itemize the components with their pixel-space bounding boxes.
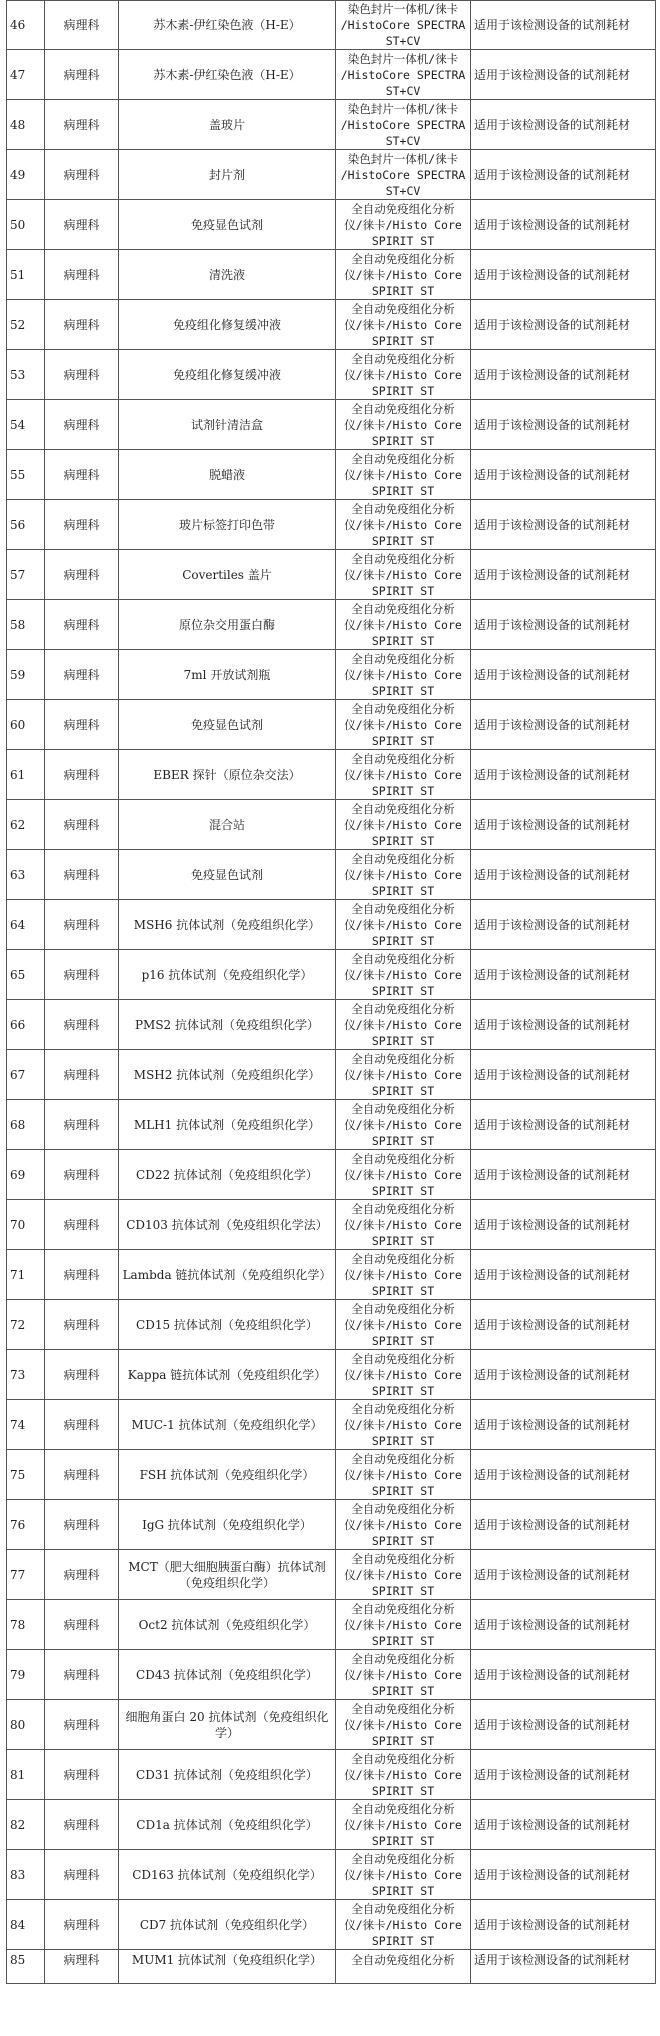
device-cell: 全自动免疫组化分析 仪/徕卡/Histo Core SPIRIT ST: [336, 700, 471, 750]
device-cell: 全自动免疫组化分析 仪/徕卡/Histo Core SPIRIT ST: [336, 1350, 471, 1400]
scope-cell: 适用于该检测设备的试剂耗材: [471, 1400, 656, 1450]
table-row: [7, 200, 656, 250]
reagent-table: [6, 0, 656, 1984]
device-cell: 全自动免疫组化分析 仪/徕卡/Histo Core SPIRIT ST: [336, 1050, 471, 1100]
row-number: 75: [7, 1450, 45, 1500]
reagent-name-cell: CD22 抗体试剂（免疫组织化学）: [119, 1150, 336, 1200]
table-row: [7, 1, 656, 50]
scope-cell: 适用于该检测设备的试剂耗材: [471, 1350, 656, 1400]
department-cell: 病理科: [45, 1650, 119, 1700]
row-number: 78: [7, 1600, 45, 1650]
department-cell: 病理科: [45, 650, 119, 700]
department-cell: 病理科: [45, 100, 119, 150]
device-cell: 全自动免疫组化分析 仪/徕卡/Histo Core SPIRIT ST: [336, 850, 471, 900]
table-row: [7, 1550, 656, 1600]
device-cell: 全自动免疫组化分析 仪/徕卡/Histo Core SPIRIT ST: [336, 1250, 471, 1300]
scope-cell: 适用于该检测设备的试剂耗材: [471, 850, 656, 900]
device-cell: 全自动免疫组化分析 仪/徕卡/Histo Core SPIRIT ST: [336, 1000, 471, 1050]
department-cell: 病理科: [45, 750, 119, 800]
reagent-name-cell: IgG 抗体试剂（免疫组织化学）: [119, 1500, 336, 1550]
row-number: 65: [7, 950, 45, 1000]
table-row: [7, 700, 656, 750]
reagent-name-cell: CD43 抗体试剂（免疫组织化学）: [119, 1650, 336, 1700]
device-cell: 全自动免疫组化分析 仪/徕卡/Histo Core SPIRIT ST: [336, 450, 471, 500]
row-number: 49: [7, 150, 45, 200]
reagent-name-cell: 试剂针清洁盒: [119, 400, 336, 450]
device-cell: 全自动免疫组化分析 仪/徕卡/Histo Core SPIRIT ST: [336, 350, 471, 400]
department-cell: 病理科: [45, 50, 119, 100]
reagent-name-cell: Lambda 链抗体试剂（免疫组织化学）: [119, 1250, 336, 1300]
scope-cell: 适用于该检测设备的试剂耗材: [471, 1650, 656, 1700]
department-cell: 病理科: [45, 1450, 119, 1500]
device-cell: 染色封片一体机/徕卡 /HistoCore SPECTRA ST+CV: [336, 50, 471, 100]
reagent-name-cell: 苏木素-伊红染色液（H-E）: [119, 1, 336, 50]
reagent-name-cell: 脱蜡液: [119, 450, 336, 500]
row-number: 80: [7, 1700, 45, 1750]
department-cell: 病理科: [45, 1900, 119, 1950]
reagent-name-cell: 玻片标签打印色带: [119, 500, 336, 550]
table-row: [7, 900, 656, 950]
table-row: [7, 1300, 656, 1350]
device-cell: 全自动免疫组化分析 仪/徕卡/Histo Core SPIRIT ST: [336, 1150, 471, 1200]
row-number: 67: [7, 1050, 45, 1100]
reagent-name-cell: Oct2 抗体试剂（免疫组织化学）: [119, 1600, 336, 1650]
row-number: 64: [7, 900, 45, 950]
row-number: 83: [7, 1850, 45, 1900]
scope-cell: 适用于该检测设备的试剂耗材: [471, 1850, 656, 1900]
table-row: [7, 800, 656, 850]
scope-cell: 适用于该检测设备的试剂耗材: [471, 950, 656, 1000]
row-number: 84: [7, 1900, 45, 1950]
table-row: [7, 550, 656, 600]
device-cell: 全自动免疫组化分析 仪/徕卡/Histo Core SPIRIT ST: [336, 300, 471, 350]
scope-cell: 适用于该检测设备的试剂耗材: [471, 400, 656, 450]
reagent-name-cell: 免疫显色试剂: [119, 700, 336, 750]
scope-cell: 适用于该检测设备的试剂耗材: [471, 1900, 656, 1950]
row-number: 77: [7, 1550, 45, 1600]
table-row: [7, 1050, 656, 1100]
device-cell: 全自动免疫组化分析 仪/徕卡/Histo Core SPIRIT ST: [336, 800, 471, 850]
department-cell: 病理科: [45, 150, 119, 200]
scope-cell: 适用于该检测设备的试剂耗材: [471, 100, 656, 150]
reagent-name-cell: MUM1 抗体试剂（免疫组织化学）: [119, 1950, 336, 1984]
row-number: 47: [7, 50, 45, 100]
reagent-name-cell: CD1a 抗体试剂（免疫组织化学）: [119, 1800, 336, 1850]
row-number: 53: [7, 350, 45, 400]
scope-cell: 适用于该检测设备的试剂耗材: [471, 500, 656, 550]
scope-cell: 适用于该检测设备的试剂耗材: [471, 1200, 656, 1250]
department-cell: 病理科: [45, 700, 119, 750]
table-row: [7, 950, 656, 1000]
scope-cell: 适用于该检测设备的试剂耗材: [471, 1250, 656, 1300]
table-row: [7, 1500, 656, 1550]
department-cell: 病理科: [45, 1300, 119, 1350]
department-cell: 病理科: [45, 1150, 119, 1200]
reagent-name-cell: 免疫组化修复缓冲液: [119, 300, 336, 350]
department-cell: 病理科: [45, 200, 119, 250]
department-cell: 病理科: [45, 450, 119, 500]
table-row: [7, 1350, 656, 1400]
department-cell: 病理科: [45, 300, 119, 350]
department-cell: 病理科: [45, 250, 119, 300]
row-number: 57: [7, 550, 45, 600]
device-cell: 全自动免疫组化分析 仪/徕卡/Histo Core SPIRIT ST: [336, 500, 471, 550]
scope-cell: 适用于该检测设备的试剂耗材: [471, 600, 656, 650]
scope-cell: 适用于该检测设备的试剂耗材: [471, 1750, 656, 1800]
table-row: [7, 1800, 656, 1850]
device-cell: 全自动免疫组化分析 仪/徕卡/Histo Core SPIRIT ST: [336, 1400, 471, 1450]
scope-cell: 适用于该检测设备的试剂耗材: [471, 800, 656, 850]
scope-cell: 适用于该检测设备的试剂耗材: [471, 350, 656, 400]
row-number: 52: [7, 300, 45, 350]
reagent-name-cell: 封片剂: [119, 150, 336, 200]
department-cell: 病理科: [45, 1750, 119, 1800]
reagent-name-cell: 7ml 开放试剂瓶: [119, 650, 336, 700]
reagent-name-cell: 苏木素-伊红染色液（H-E）: [119, 50, 336, 100]
department-cell: 病理科: [45, 900, 119, 950]
department-cell: 病理科: [45, 1000, 119, 1050]
reagent-name-cell: PMS2 抗体试剂（免疫组织化学）: [119, 1000, 336, 1050]
device-cell: 全自动免疫组化分析: [336, 1950, 471, 1984]
device-cell: 全自动免疫组化分析 仪/徕卡/Histo Core SPIRIT ST: [336, 1850, 471, 1900]
reagent-name-cell: Kappa 链抗体试剂（免疫组织化学）: [119, 1350, 336, 1400]
table-body: [7, 1, 656, 1984]
device-cell: 全自动免疫组化分析 仪/徕卡/Histo Core SPIRIT ST: [336, 400, 471, 450]
row-number: 50: [7, 200, 45, 250]
table-row: [7, 1700, 656, 1750]
device-cell: 全自动免疫组化分析 仪/徕卡/Histo Core SPIRIT ST: [336, 1100, 471, 1150]
row-number: 59: [7, 650, 45, 700]
scope-cell: 适用于该检测设备的试剂耗材: [471, 1100, 656, 1150]
device-cell: 全自动免疫组化分析 仪/徕卡/Histo Core SPIRIT ST: [336, 1450, 471, 1500]
scope-cell: 适用于该检测设备的试剂耗材: [471, 250, 656, 300]
reagent-name-cell: 清洗液: [119, 250, 336, 300]
row-number: 48: [7, 100, 45, 150]
device-cell: 全自动免疫组化分析 仪/徕卡/Histo Core SPIRIT ST: [336, 1700, 471, 1750]
table-row: [7, 100, 656, 150]
scope-cell: 适用于该检测设备的试剂耗材: [471, 650, 656, 700]
device-cell: 全自动免疫组化分析 仪/徕卡/Histo Core SPIRIT ST: [336, 1500, 471, 1550]
row-number: 72: [7, 1300, 45, 1350]
device-cell: 全自动免疫组化分析 仪/徕卡/Histo Core SPIRIT ST: [336, 250, 471, 300]
table-row: [7, 1900, 656, 1950]
reagent-name-cell: EBER 探针（原位杂交法）: [119, 750, 336, 800]
department-cell: 病理科: [45, 1350, 119, 1400]
reagent-name-cell: MLH1 抗体试剂（免疫组织化学）: [119, 1100, 336, 1150]
department-cell: 病理科: [45, 1500, 119, 1550]
device-cell: 全自动免疫组化分析 仪/徕卡/Histo Core SPIRIT ST: [336, 750, 471, 800]
department-cell: 病理科: [45, 350, 119, 400]
scope-cell: 适用于该检测设备的试剂耗材: [471, 1150, 656, 1200]
row-number: 60: [7, 700, 45, 750]
department-cell: 病理科: [45, 950, 119, 1000]
table-row: [7, 50, 656, 100]
department-cell: 病理科: [45, 1800, 119, 1850]
device-cell: 全自动免疫组化分析 仪/徕卡/Histo Core SPIRIT ST: [336, 1300, 471, 1350]
reagent-name-cell: CD7 抗体试剂（免疫组织化学）: [119, 1900, 336, 1950]
reagent-name-cell: 原位杂交用蛋白酶: [119, 600, 336, 650]
scope-cell: 适用于该检测设备的试剂耗材: [471, 1050, 656, 1100]
table-row: [7, 1750, 656, 1800]
reagent-name-cell: 混合站: [119, 800, 336, 850]
device-cell: 全自动免疫组化分析 仪/徕卡/Histo Core SPIRIT ST: [336, 900, 471, 950]
table-row: [7, 250, 656, 300]
device-cell: 全自动免疫组化分析 仪/徕卡/Histo Core SPIRIT ST: [336, 550, 471, 600]
device-cell: 全自动免疫组化分析 仪/徕卡/Histo Core SPIRIT ST: [336, 950, 471, 1000]
table-row: [7, 1650, 656, 1700]
scope-cell: 适用于该检测设备的试剂耗材: [471, 1000, 656, 1050]
device-cell: 染色封片一体机/徕卡 /HistoCore SPECTRA ST+CV: [336, 1, 471, 50]
table-row: [7, 650, 656, 700]
department-cell: 病理科: [45, 1850, 119, 1900]
department-cell: 病理科: [45, 600, 119, 650]
device-cell: 全自动免疫组化分析 仪/徕卡/Histo Core SPIRIT ST: [336, 1750, 471, 1800]
department-cell: 病理科: [45, 1550, 119, 1600]
row-number: 82: [7, 1800, 45, 1850]
scope-cell: 适用于该检测设备的试剂耗材: [471, 150, 656, 200]
reagent-name-cell: 细胞角蛋白 20 抗体试剂（免疫组织化学）: [119, 1700, 336, 1750]
device-cell: 全自动免疫组化分析 仪/徕卡/Histo Core SPIRIT ST: [336, 1200, 471, 1250]
scope-cell: 适用于该检测设备的试剂耗材: [471, 200, 656, 250]
department-cell: 病理科: [45, 1700, 119, 1750]
reagent-name-cell: MCT（肥大细胞胰蛋白酶）抗体试剂（免疫组织化学）: [119, 1550, 336, 1600]
row-number: 69: [7, 1150, 45, 1200]
table-row: [7, 1150, 656, 1200]
row-number: 62: [7, 800, 45, 850]
department-cell: 病理科: [45, 400, 119, 450]
row-number: 79: [7, 1650, 45, 1700]
device-cell: 全自动免疫组化分析 仪/徕卡/Histo Core SPIRIT ST: [336, 600, 471, 650]
reagent-name-cell: MUC-1 抗体试剂（免疫组织化学）: [119, 1400, 336, 1450]
reagent-name-cell: CD103 抗体试剂（免疫组织化学法）: [119, 1200, 336, 1250]
scope-cell: 适用于该检测设备的试剂耗材: [471, 1, 656, 50]
device-cell: 染色封片一体机/徕卡 /HistoCore SPECTRA ST+CV: [336, 100, 471, 150]
row-number: 56: [7, 500, 45, 550]
row-number: 85: [7, 1950, 45, 1984]
device-cell: 全自动免疫组化分析 仪/徕卡/Histo Core SPIRIT ST: [336, 1550, 471, 1600]
department-cell: 病理科: [45, 1950, 119, 1984]
reagent-name-cell: Covertiles 盖片: [119, 550, 336, 600]
table-row: [7, 1200, 656, 1250]
department-cell: 病理科: [45, 1250, 119, 1300]
scope-cell: 适用于该检测设备的试剂耗材: [471, 1950, 656, 1984]
row-number: 54: [7, 400, 45, 450]
row-number: 46: [7, 1, 45, 50]
scope-cell: 适用于该检测设备的试剂耗材: [471, 1300, 656, 1350]
department-cell: 病理科: [45, 1050, 119, 1100]
table-row: [7, 500, 656, 550]
table-row: [7, 750, 656, 800]
scope-cell: 适用于该检测设备的试剂耗材: [471, 1600, 656, 1650]
table-row: [7, 300, 656, 350]
scope-cell: 适用于该检测设备的试剂耗材: [471, 1500, 656, 1550]
row-number: 71: [7, 1250, 45, 1300]
reagent-name-cell: FSH 抗体试剂（免疫组织化学）: [119, 1450, 336, 1500]
reagent-name-cell: CD15 抗体试剂（免疫组织化学）: [119, 1300, 336, 1350]
row-number: 68: [7, 1100, 45, 1150]
scope-cell: 适用于该检测设备的试剂耗材: [471, 700, 656, 750]
table-row: [7, 450, 656, 500]
row-number: 61: [7, 750, 45, 800]
reagent-name-cell: CD31 抗体试剂（免疫组织化学）: [119, 1750, 336, 1800]
scope-cell: 适用于该检测设备的试剂耗材: [471, 900, 656, 950]
scope-cell: 适用于该检测设备的试剂耗材: [471, 1800, 656, 1850]
table-row: [7, 150, 656, 200]
device-cell: 全自动免疫组化分析 仪/徕卡/Histo Core SPIRIT ST: [336, 1900, 471, 1950]
reagent-name-cell: 免疫显色试剂: [119, 850, 336, 900]
row-number: 81: [7, 1750, 45, 1800]
row-number: 74: [7, 1400, 45, 1450]
department-cell: 病理科: [45, 1600, 119, 1650]
table-row: [7, 1250, 656, 1300]
department-cell: 病理科: [45, 1100, 119, 1150]
reagent-name-cell: MSH2 抗体试剂（免疫组织化学）: [119, 1050, 336, 1100]
device-cell: 染色封片一体机/徕卡 /HistoCore SPECTRA ST+CV: [336, 150, 471, 200]
scope-cell: 适用于该检测设备的试剂耗材: [471, 450, 656, 500]
department-cell: 病理科: [45, 1200, 119, 1250]
scope-cell: 适用于该检测设备的试剂耗材: [471, 50, 656, 100]
department-cell: 病理科: [45, 850, 119, 900]
reagent-name-cell: 免疫显色试剂: [119, 200, 336, 250]
table-row: [7, 1100, 656, 1150]
device-cell: 全自动免疫组化分析 仪/徕卡/Histo Core SPIRIT ST: [336, 200, 471, 250]
reagent-name-cell: MSH6 抗体试剂（免疫组织化学）: [119, 900, 336, 950]
table-row: [7, 1450, 656, 1500]
reagent-name-cell: 盖玻片: [119, 100, 336, 150]
reagent-name-cell: CD163 抗体试剂（免疫组织化学）: [119, 1850, 336, 1900]
device-cell: 全自动免疫组化分析 仪/徕卡/Histo Core SPIRIT ST: [336, 1650, 471, 1700]
department-cell: 病理科: [45, 1400, 119, 1450]
row-number: 58: [7, 600, 45, 650]
device-cell: 全自动免疫组化分析 仪/徕卡/Histo Core SPIRIT ST: [336, 650, 471, 700]
table-row: [7, 600, 656, 650]
reagent-name-cell: 免疫组化修复缓冲液: [119, 350, 336, 400]
department-cell: 病理科: [45, 550, 119, 600]
table-row: [7, 1850, 656, 1900]
table-row: [7, 1600, 656, 1650]
department-cell: 病理科: [45, 1, 119, 50]
scope-cell: 适用于该检测设备的试剂耗材: [471, 750, 656, 800]
department-cell: 病理科: [45, 800, 119, 850]
table-row: [7, 350, 656, 400]
reagent-name-cell: p16 抗体试剂（免疫组织化学）: [119, 950, 336, 1000]
row-number: 73: [7, 1350, 45, 1400]
row-number: 76: [7, 1500, 45, 1550]
row-number: 51: [7, 250, 45, 300]
device-cell: 全自动免疫组化分析 仪/徕卡/Histo Core SPIRIT ST: [336, 1800, 471, 1850]
table-row: [7, 1000, 656, 1050]
scope-cell: 适用于该检测设备的试剂耗材: [471, 1450, 656, 1500]
row-number: 66: [7, 1000, 45, 1050]
row-number: 70: [7, 1200, 45, 1250]
scope-cell: 适用于该检测设备的试剂耗材: [471, 550, 656, 600]
row-number: 55: [7, 450, 45, 500]
table-row: [7, 400, 656, 450]
scope-cell: 适用于该检测设备的试剂耗材: [471, 1550, 656, 1600]
table-row: [7, 850, 656, 900]
department-cell: 病理科: [45, 500, 119, 550]
scope-cell: 适用于该检测设备的试剂耗材: [471, 1700, 656, 1750]
scope-cell: 适用于该检测设备的试剂耗材: [471, 300, 656, 350]
device-cell: 全自动免疫组化分析 仪/徕卡/Histo Core SPIRIT ST: [336, 1600, 471, 1650]
row-number: 63: [7, 850, 45, 900]
table-row: [7, 1950, 656, 1984]
table-row: [7, 1400, 656, 1450]
